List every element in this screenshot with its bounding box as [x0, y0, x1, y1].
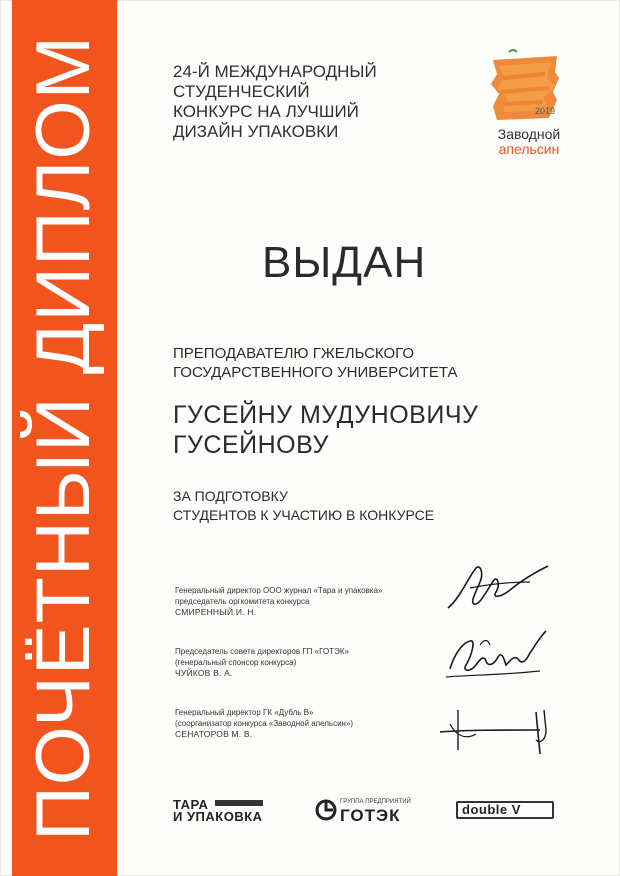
signature-3 — [436, 700, 561, 760]
contest-title-line: КОНКУРС НА ЛУЧШИЙ — [173, 102, 359, 121]
recipient-name-line: ГУСЕЙНУ МУДУНОВИЧУ — [173, 401, 479, 429]
recipient-role — [173, 344, 458, 382]
signatory-title: Генеральный директор ГК «Дубль В» — [175, 708, 314, 717]
award-reason — [173, 487, 434, 525]
contest-title-line: ДИЗАЙН УПАКОВКИ — [173, 122, 339, 141]
recipient-role-line: ПРЕПОДАВАТЕЛЮ ГЖЕЛЬСКОГО — [173, 345, 415, 362]
signatory-title: Председатель совета директоров ГП «ГОТЭК» — [175, 647, 349, 656]
band-title: ПОЧЁТНЫЙ ДИПЛОМ — [21, 35, 106, 841]
issued-heading: ВЫДАН — [262, 238, 427, 287]
left-orange-band — [12, 0, 117, 876]
sponsor-doublev-name: double V — [462, 802, 521, 817]
award-reason-line: ЗА ПОДГОТОВКУ — [173, 488, 288, 504]
logo-name-line2: апельсин — [498, 141, 560, 157]
signatory-block — [175, 585, 445, 618]
signatory-block — [175, 646, 445, 679]
contest-title-line: 24-Й МЕЖДУНАРОДНЫЙ — [173, 62, 377, 81]
logo-name-line1: Заводной — [497, 126, 561, 142]
sponsor-tara-line2: И УПАКОВКА — [173, 809, 263, 824]
signatory-block — [175, 707, 445, 740]
sponsor-gotek-logo — [315, 797, 415, 827]
recipient-name-line: ГУСЕЙНОВУ — [173, 431, 329, 459]
recipient-role-line: ГОСУДАРСТВЕННОГО УНИВЕРСИТЕТА — [173, 364, 458, 381]
signatory-name: ЧУЙКОВ В. А. — [175, 668, 233, 678]
signatory-name: СМИРЕННЫЙ И. Н. — [175, 607, 257, 617]
signatory-title: (генеральный спонсор конкурса) — [175, 658, 297, 667]
sponsor-gotek-name: ГОТЭК — [340, 806, 401, 825]
sponsor-tara-logo — [173, 797, 273, 827]
logo-year: 2019 — [535, 106, 556, 116]
award-reason-line: СТУДЕНТОВ К УЧАСТИЮ В КОНКУРСЕ — [173, 507, 435, 523]
signatory-title: Генеральный директор ООО журнал «Тара и упаковка» — [175, 586, 383, 595]
contest-title-line: СТУДЕНЧЕСКИЙ — [173, 82, 310, 101]
sponsor-doublev-logo — [456, 801, 556, 821]
contest-logo — [485, 44, 567, 164]
signature-1 — [440, 558, 555, 618]
sponsor-tara-bar — [215, 800, 263, 806]
gotek-emblem-icon — [315, 797, 337, 823]
signature-2 — [440, 625, 555, 685]
signatory-title: (соорганизатор конкурса «Заводной апельсин») — [175, 719, 354, 728]
sponsor-gotek-caption: ГРУППА ПРЕДПРИЯТИЙ — [340, 799, 411, 805]
recipient-name — [173, 400, 478, 460]
contest-title — [173, 62, 403, 142]
signatory-title: председатель оргкомитета конкурса — [175, 597, 310, 606]
signatory-name: СЕНАТОРОВ М. В. — [175, 729, 253, 739]
sponsor-tara-line1: ТАРА — [173, 797, 209, 812]
